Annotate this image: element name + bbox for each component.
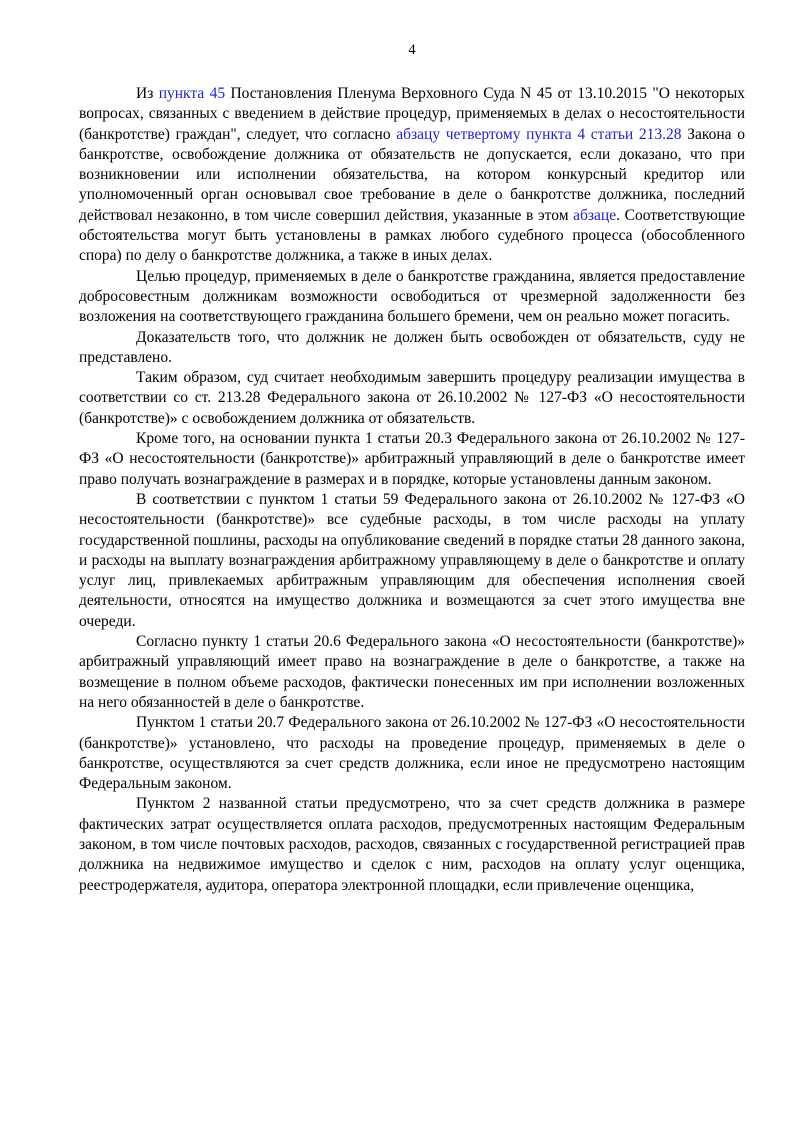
text-run: Кроме того, на основании пункта 1 статьи 20.3 Федерального закона от 26.10.2002 № 127-ФЗ «О несостоятельности (банкротстве)» арбитражный управляющий в деле о банкротстве имеет право получать вознаграждение в размерах и в порядке, которые установлены данным законом. [79,430,745,488]
page-number: 4 [408,42,416,58]
document-paragraph [79,632,745,713]
text-run: Согласно пункту 1 статьи 20.6 Федерального закона «О несостоятельности (банкротстве)» арбитражный управляющий имеет право на вознаграждение в деле о банкротстве, а также на возмещение в полном объеме расходов, фактически понесенных им при исполнении возложенных на него обязанностей в деле о банкротстве. [79,633,745,711]
document-paragraph [79,713,745,794]
legal-reference-link[interactable]: абзацу четвертому пункта 4 статьи 213.28 [396,125,682,143]
text-run: Пунктом 2 названной статьи предусмотрено, что за счет средств должника в размере фактических затрат осуществляется оплата расходов, предусмотренных настоящим Федеральным законом, в том числе почтовых расходов, расходов, связанных с государственной регистрацией прав должника на недвижимое имущество и сделок с ним, расходов на оплату услуг оценщика, реестродержателя, аудитора, оператора электронной площадки, если привлечение оценщика, [79,795,745,894]
document-paragraph [79,84,745,267]
text-run: Целью процедур, применяемых в деле о банкротстве гражданина, является предоставление добросовестным должникам возможности освободиться от чрезмерной задолженности без возложения на соответствующего гражданина большего бремени, чем он реально может погасить. [79,267,745,326]
text-run: Закона о банкротстве, освобождение должника от обязательств не допускается, если доказано, что при возникновении или исполнении обязательства, на котором конкурсный кредитор или уполномоченный орган основывал свое требование в деле о банкротстве должника, последний действовал незаконно, в том числе совершил действия, указанные в этом [79,125,745,224]
legal-reference-link[interactable]: пункта 45 [158,85,226,102]
text-run: Из [136,85,159,102]
document-paragraph [79,267,745,328]
legal-reference-link[interactable]: абзаце [573,206,617,224]
text-run: Доказательств того, что должник не должен быть освобожден от обязательств, суду не представлено. [79,328,745,366]
document-body [79,84,745,896]
document-paragraph [79,490,745,632]
document-paragraph [79,429,745,490]
text-run: Постановления Пленума Верховного Суда N 45 от 13.10.2015 "О некоторых вопросах, связанных с введением в действие процедур, применяемых в делах о несостоятельности (банкротстве) граждан", следует, что согласно [79,85,745,143]
text-run: В соответствии с пунктом 1 статьи 59 Федерального закона от 26.10.2002 № 127-ФЗ «О несостоятельности (банкротстве)» все судебные расходы, в том числе расходы на уплату государственной пошлины, расходы на опубликование сведений в порядке статьи 28 данного закона, и расходы на выплату вознаграждения арбитражному управляющему в деле о банкротстве и оплату услуг лиц, привлекаемых арбитражным управляющим для обеспечения исполнения своей деятельности, относятся на имущество должника и возмещаются за счет этого имущества вне очереди. [79,490,745,630]
text-run: . Соответствующие обстоятельства могут быть установлены в рамках любого судебного процесса (обособленного спора) по делу о банкротстве должника, а также в иных делах. [79,206,745,265]
document-paragraph [79,368,745,429]
text-run: Пунктом 1 статьи 20.7 Федерального закона от 26.10.2002 № 127-ФЗ «О несостоятельности (банкротстве)» установлено, что расходы на проведение процедур, применяемых в деле о банкротстве, осуществляются за счет средств должника, если иное не предусмотрено настоящим Федеральным законом. [79,714,745,793]
document-paragraph [79,328,745,369]
text-run: Таким образом, суд считает необходимым завершить процедуру реализации имущества в соответствии со ст. 213.28 Федерального закона от 26.10.2002 № 127-ФЗ «О несостоятельности (банкротстве)» с освобождением должника от обязательств. [79,369,745,427]
document-paragraph [79,794,745,895]
